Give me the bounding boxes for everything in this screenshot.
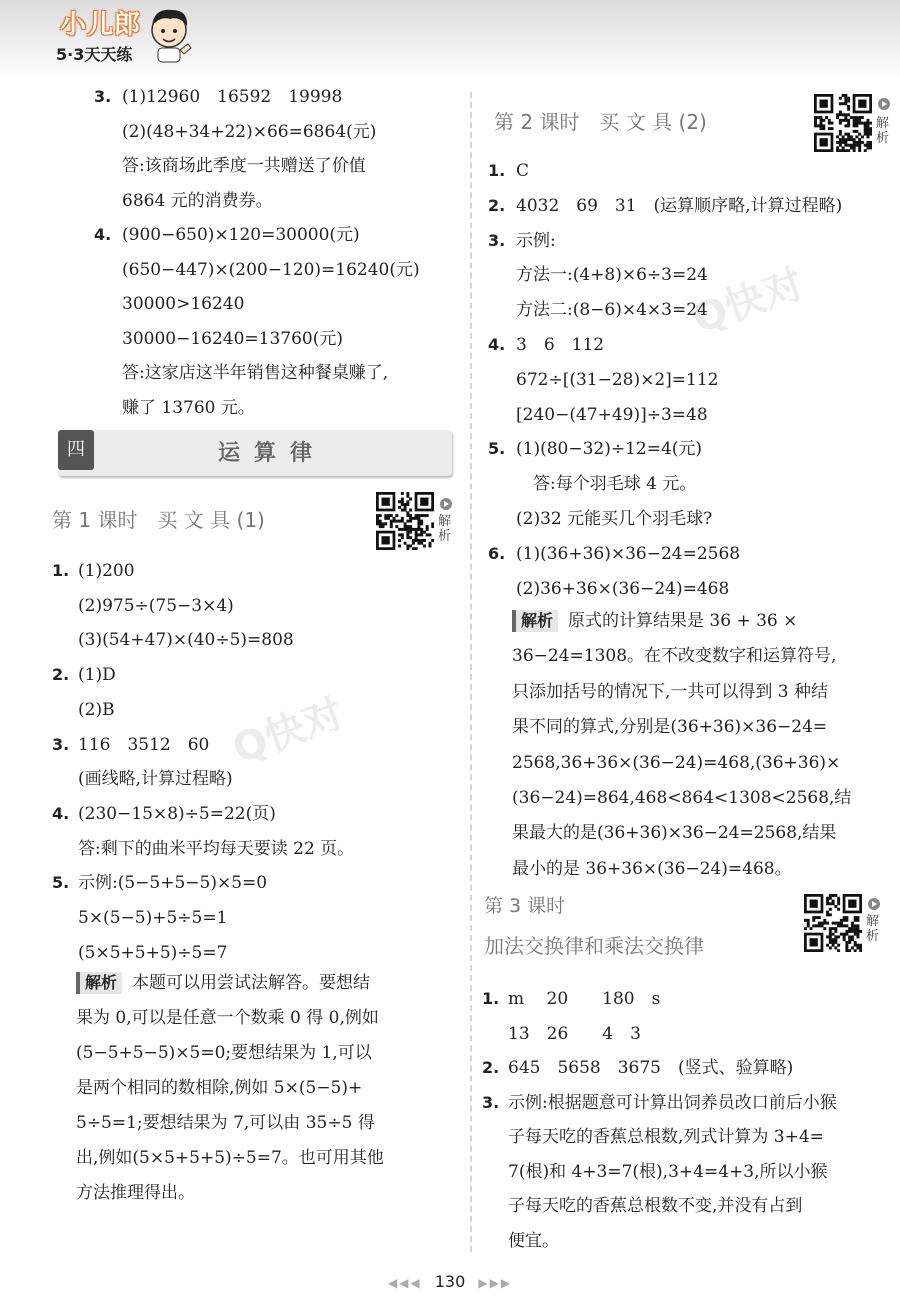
analysis-line [512,752,840,774]
answer-line: (650−447)×(200−120)=16240(元) [122,259,420,280]
section-title: 运算律 [218,441,327,466]
answer-line: 方法二:(8−6)×4×3=24 [516,300,708,321]
answer-line: C [516,161,530,181]
answer-line: 4032 69 31 (运算顺序略,计算过程略) [516,195,843,216]
answer-line: 3 6 112 [516,335,605,355]
analysis-line [76,972,370,994]
boy-mascot-icon [144,4,194,64]
question-number: 2. [482,1058,500,1077]
question-number: 2. [488,195,506,215]
question-number: 5. [488,439,506,459]
page-footer [0,1272,900,1291]
question-number: 2. [52,665,70,685]
answer-line: (2)B [78,699,115,720]
answer-line: (1)D [78,665,116,686]
prev-arrows-icon: ◀◀◀ [387,1276,422,1290]
answer-line: 子每天吃的香蕉总根数,列式计算为 3+4= [508,1127,824,1147]
qr-pattern [814,94,872,152]
question-number: 5. [52,873,70,893]
analysis-line [512,610,797,632]
answer-line: 便宜。 [508,1230,559,1251]
analysis-line [512,716,827,738]
page-number: 130 [434,1272,466,1291]
analysis-line [512,822,836,844]
answer-line: (画线略,计算过程略) [78,769,233,790]
analysis-text: 是两个相同的数相除,例如 5×(5−5)+ [76,1078,363,1098]
question-number: 4. [94,225,112,244]
answer-line: 示例: [516,230,556,251]
analysis-text: (36−24)=864,468<864<1308<2568,结 [512,788,852,808]
answer-line: 答:剩下的曲米平均每天要读 22 页。 [78,838,355,859]
answer-line: 5×(5−5)+5÷5=1 [78,908,228,928]
qr-label: 解析 [438,514,452,544]
qr-label: 解析 [876,116,890,146]
analysis-text: 果不同的算式,分别是(36+36)×36−24= [512,717,828,738]
analysis-text: 最小的是 36+36×(36−24)=468。 [512,858,792,879]
analysis-line [512,645,836,667]
question-number: 1. [52,561,70,580]
analysis-text: 方法推理得出。 [76,1183,195,1203]
answer-line: m 20 180 s [508,989,661,1009]
lesson-3-subtitle: 加法交换律和乘法交换律 [484,934,704,958]
answer-line: 7(根)和 4+3=7(根),3+4=4+3,所以小猴 [508,1161,828,1182]
play-icon [878,98,890,110]
answer-line: 示例:(5−5+5−5)×5=0 [78,873,268,894]
lesson-2-title: 第 2 课时 买 文 具 (2) [494,110,707,134]
lesson-1-title: 第 1 课时 买 文 具 (1) [52,508,265,532]
qr-pattern [804,894,862,952]
answer-line: 645 5658 3675 (竖式、验算略) [508,1058,794,1078]
analysis-line [76,1147,384,1169]
qr-code-icon[interactable] [814,94,874,152]
qr-code-icon[interactable] [804,894,864,952]
analysis-line [512,681,828,703]
answer-line: 672÷[(31−28)×2]=112 [516,369,719,390]
answer-line: 示例:根据题意可计算出饲养员改口前后小猴 [508,1092,837,1113]
answer-line: 方法一:(4+8)×6÷3=24 [516,265,708,286]
answer-line: (900−650)×120=30000(元) [122,225,360,245]
lesson-3-title: 第 3 课时 [484,895,566,917]
answer-line: 答:该商场此季度一共赠送了价值 [122,156,366,176]
logo-subtitle: 5·3天天练 [56,45,133,64]
analysis-text: 原式的计算结果是 36 + 36 × [568,611,798,631]
analysis-line [512,858,792,880]
brand-logo [52,2,202,70]
logo-title: 小儿郎 [60,10,142,40]
question-number: 4. [488,335,506,354]
analysis-line [76,1042,372,1064]
analysis-line [76,1077,362,1099]
analysis-text: 果最大的是(36+36)×36−24=2568,结果 [512,823,837,844]
analysis-text: 36−24=1308。在不改变数字和运算符号, [512,646,837,667]
analysis-tag: 解析 [76,972,122,994]
analysis-line [76,1182,195,1204]
answer-line: 116 3512 60 [78,734,210,755]
answer-line: 30000−16240=13760(元) [122,328,343,349]
qr-code-icon[interactable] [376,492,436,550]
play-icon [868,898,880,910]
question-number: 3. [52,734,70,754]
question-number: 3. [94,87,112,106]
answer-line: [240−(47+49)]÷3=48 [516,404,708,425]
analysis-text: 出,例如(5×5+5+5)÷5=7。也可用其他 [76,1148,384,1168]
answer-line: (2)36+36×(36−24)=468 [516,578,730,599]
answer-line: 答:这家店这半年销售这种餐桌赚了, [122,363,389,383]
column-divider [470,92,472,1252]
answer-line: 赚了 13760 元。 [122,397,255,418]
analysis-text: 2568,36+36×(36−24)=468,(36+36)× [512,752,841,773]
answer-line: (230−15×8)÷5=22(页) [78,803,276,824]
answer-line: 子每天吃的香蕉总根数不变,并没有占到 [508,1196,803,1216]
analysis-line [76,1007,379,1029]
next-arrows-icon: ▶▶▶ [478,1276,513,1290]
answer-line: (1)200 [78,561,135,581]
answer-line: (2)(48+34+22)×66=6864(元) [122,121,377,142]
analysis-line [76,1112,375,1134]
answer-line: 答:每个羽毛球 4 元。 [516,474,697,495]
analysis-line [512,787,851,809]
question-number: 3. [482,1092,500,1112]
analysis-text: 果为 0,可以是任意一个数乘 0 得 0,例如 [76,1008,379,1028]
question-number: 1. [488,161,506,180]
answer-line: (2)32 元能买几个羽毛球? [516,509,713,529]
analysis-text: 5÷5=1;要想结果为 7,可以由 35÷5 得 [76,1113,375,1133]
section-header [58,430,452,476]
watermark: Q快对 [226,690,350,773]
answer-line: (1)(80−32)÷12=4(元) [516,439,703,460]
section-number: 四 [58,430,94,470]
answer-line: 6864 元的消费券。 [122,190,273,211]
question-number: 3. [488,230,506,250]
analysis-text: (5−5+5−5)×5=0;要想结果为 1,可以 [76,1043,372,1063]
answer-line: (1)12960 16592 19998 [122,87,343,107]
question-number: 1. [482,989,500,1008]
answer-line: 30000>16240 [122,294,245,314]
play-icon [440,498,452,510]
qr-pattern [376,492,434,550]
answer-line: (3)(54+47)×(40÷5)=808 [78,630,294,651]
watermark: Q快对 [686,260,810,343]
analysis-text: 本题可以用尝试法解答。要想结 [132,973,371,993]
answer-line: (5×5+5+5)÷5=7 [78,942,228,963]
qr-label: 解析 [866,914,880,944]
answer-line: (1)(36+36)×36−24=2568 [516,543,741,564]
analysis-text: 只添加括号的情况下,一共可以得到 3 种结 [512,681,829,702]
analysis-tag: 解析 [512,610,558,632]
answer-line: 13 26 4 3 [508,1023,641,1044]
question-number: 4. [52,803,70,823]
answer-line: (2)975÷(75−3×4) [78,595,234,616]
question-number: 6. [488,543,506,563]
